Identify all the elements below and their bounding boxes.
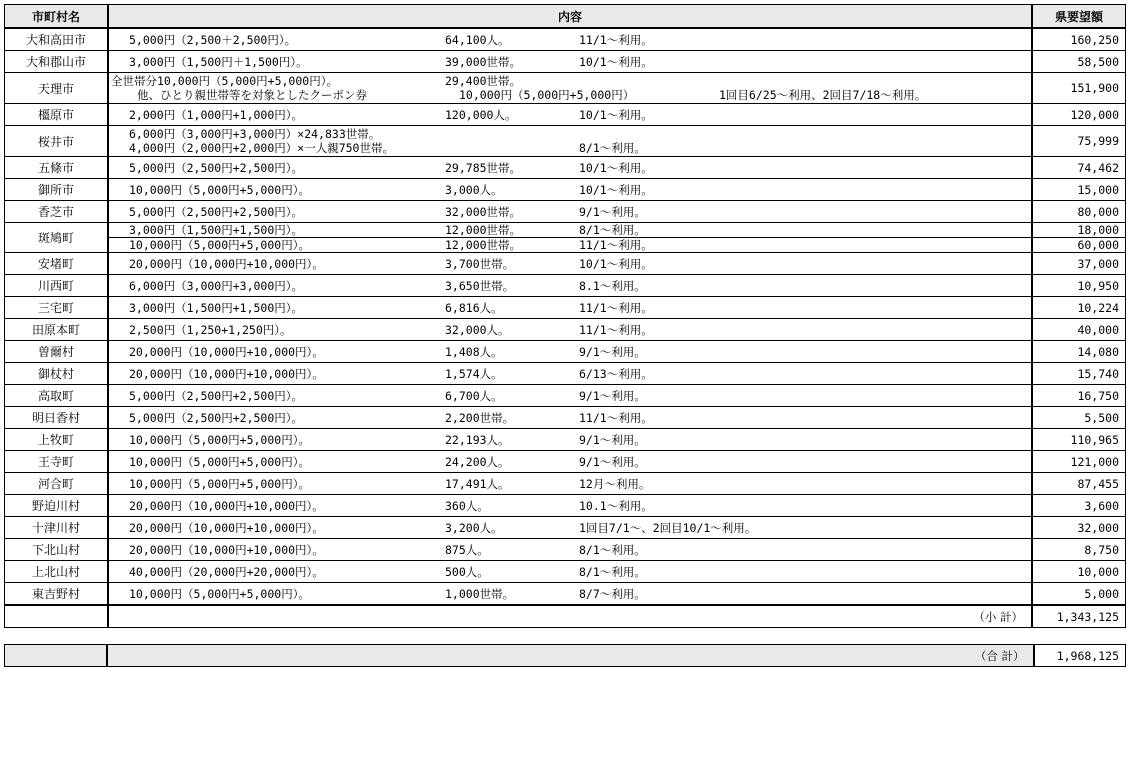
row-content: [108, 429, 1032, 451]
row-amount: 110,965: [1032, 429, 1126, 451]
content-start: 11/1～利用。: [579, 300, 653, 315]
row-name: 野迫川村: [5, 495, 109, 517]
content-price: 3,000円（1,500円+1,500円）。: [129, 300, 304, 315]
table-row: [5, 451, 1126, 473]
content-start: 8/1～利用。: [579, 223, 646, 237]
content-count: 1,000世帯。: [445, 586, 515, 601]
table-row: [5, 385, 1126, 407]
row-content: [108, 473, 1032, 495]
row-content: [108, 341, 1032, 363]
row-content: [108, 104, 1032, 126]
content-price: 2,000円（1,000円+1,000円）。: [129, 107, 304, 122]
row-name: 東吉野村: [5, 583, 109, 606]
content-line: [109, 257, 1031, 271]
content-start: 11/1～利用。: [579, 322, 653, 337]
row-name: 河合町: [5, 473, 109, 495]
content-count: 1,574人。: [445, 366, 503, 381]
content-count: 3,650世帯。: [445, 278, 515, 293]
row-amount: 151,900: [1032, 73, 1126, 104]
content-line: [109, 55, 1031, 69]
content-line: [109, 205, 1031, 219]
row-amount: 75,999: [1032, 126, 1126, 157]
row-content: [108, 539, 1032, 561]
content-start: 1回目7/1～、2回目10/1～利用。: [579, 520, 757, 535]
table-row: [5, 104, 1126, 126]
content-price: 他、ひとり親世帯等を対象としたクーポン券: [137, 88, 367, 102]
table-row: [5, 363, 1126, 385]
content-line: [109, 543, 1031, 557]
content-count: 3,200人。: [445, 520, 503, 535]
table-row: [5, 238, 1126, 253]
table-row: [5, 157, 1126, 179]
content-count: 360人。: [445, 498, 489, 513]
content-count: 12,000世帯。: [445, 238, 522, 252]
row-name: 曽爾村: [5, 341, 109, 363]
content-price: 5,000円（2,500＋2,500円）。: [129, 32, 297, 47]
row-content: [108, 157, 1032, 179]
content-count: 39,000世帯。: [445, 54, 522, 69]
content-count: 875人。: [445, 542, 489, 557]
content-price: 20,000円（10,000円+10,000円）。: [129, 542, 324, 557]
table-row: [5, 297, 1126, 319]
content-price: 10,000円（5,000円+5,000円）。: [129, 432, 310, 447]
content-start: 10/1～利用。: [579, 182, 653, 197]
table-row: [5, 253, 1126, 275]
row-amount: 60,000: [1032, 238, 1126, 253]
content-price: 20,000円（10,000円+10,000円）。: [129, 498, 324, 513]
row-name: 御杖村: [5, 363, 109, 385]
content-price: 20,000円（10,000円+10,000円）。: [129, 344, 324, 359]
content-price: 5,000円（2,500円+2,500円）。: [129, 388, 304, 403]
row-name: 大和郡山市: [5, 51, 109, 73]
content-count: 3,000人。: [445, 182, 503, 197]
table-row: [5, 28, 1126, 51]
row-name: 十津川村: [5, 517, 109, 539]
content-start: 11/1～利用。: [579, 410, 653, 425]
content-price: 10,000円（5,000円+5,000円）。: [129, 586, 310, 601]
content-start: 6/13～利用。: [579, 366, 653, 381]
content-start: 11/1～利用。: [579, 238, 653, 252]
content-count: 22,193人。: [445, 432, 510, 447]
row-name: 五條市: [5, 157, 109, 179]
row-content: [108, 223, 1032, 238]
row-name: 明日香村: [5, 407, 109, 429]
content-count: 12,000世帯。: [445, 223, 522, 237]
content-start: 8/1～利用。: [579, 564, 646, 579]
row-amount: 37,000: [1032, 253, 1126, 275]
row-content: [108, 28, 1032, 51]
spacer: [4, 628, 1126, 644]
row-content: [108, 385, 1032, 407]
content-price: 4,000円（2,000円+2,000円）×一人親750世帯。: [129, 141, 394, 155]
content-start: 10/1～利用。: [579, 107, 653, 122]
row-content: [108, 319, 1032, 341]
row-content: [108, 179, 1032, 201]
row-amount: 80,000: [1032, 201, 1126, 223]
table-row: [5, 319, 1126, 341]
content-line: [109, 127, 1031, 141]
row-content: [108, 51, 1032, 73]
content-price: 10,000円（5,000円+5,000円）。: [129, 238, 310, 252]
row-content: [108, 407, 1032, 429]
table-row: [5, 429, 1126, 451]
row-amount: 10,950: [1032, 275, 1126, 297]
row-amount: 74,462: [1032, 157, 1126, 179]
row-content: [108, 275, 1032, 297]
content-line: [109, 521, 1031, 535]
header-content: 内容: [108, 5, 1032, 29]
content-price: 20,000円（10,000円+10,000円）。: [129, 256, 324, 271]
row-content: [108, 253, 1032, 275]
content-line: [109, 499, 1031, 513]
content-line: [109, 161, 1031, 175]
total-value: 1,968,125: [1034, 645, 1126, 667]
content-line: [109, 238, 1031, 252]
row-name: 大和高田市: [5, 28, 109, 51]
content-start: 8/1～利用。: [579, 141, 646, 155]
row-name: 田原本町: [5, 319, 109, 341]
content-line: [109, 223, 1031, 237]
content-line: [109, 587, 1031, 601]
content-line: [109, 279, 1031, 293]
content-line: [109, 108, 1031, 122]
table-row: [5, 223, 1126, 238]
row-amount: 160,250: [1032, 28, 1126, 51]
row-amount: 40,000: [1032, 319, 1126, 341]
table-row: [5, 561, 1126, 583]
total-name-cell: [5, 645, 107, 667]
content-count: 10,000円（5,000円+5,000円）: [459, 88, 635, 102]
row-amount: 10,224: [1032, 297, 1126, 319]
content-count: 1,408人。: [445, 344, 503, 359]
content-price: 20,000円（10,000円+10,000円）。: [129, 520, 324, 535]
row-amount: 15,000: [1032, 179, 1126, 201]
row-content: [108, 73, 1032, 104]
row-amount: 10,000: [1032, 561, 1126, 583]
row-amount: 16,750: [1032, 385, 1126, 407]
row-content: [108, 297, 1032, 319]
row-amount: 5,500: [1032, 407, 1126, 429]
content-start: 11/1～利用。: [579, 32, 653, 47]
content-count: 32,000人。: [445, 322, 510, 337]
budget-sheet: [4, 4, 1126, 667]
content-line: [109, 33, 1031, 47]
row-name: 上牧町: [5, 429, 109, 451]
table-row: [5, 539, 1126, 561]
content-count: 17,491人。: [445, 476, 510, 491]
content-line: [109, 345, 1031, 359]
row-name: 上北山村: [5, 561, 109, 583]
subtotal-name-cell: [5, 605, 109, 628]
table-row: [5, 73, 1126, 104]
row-name: 下北山村: [5, 539, 109, 561]
table-row: [5, 583, 1126, 606]
content-line: [109, 433, 1031, 447]
content-start: 10/1～利用。: [579, 256, 653, 271]
row-content: [108, 583, 1032, 606]
table-row: [5, 201, 1126, 223]
subtotal-row: [5, 605, 1126, 628]
row-content: [108, 561, 1032, 583]
row-amount: 3,600: [1032, 495, 1126, 517]
content-price: 5,000円（2,500円+2,500円）。: [129, 160, 304, 175]
content-line: [109, 74, 1031, 88]
content-line: [109, 367, 1031, 381]
row-amount: 8,750: [1032, 539, 1126, 561]
row-amount: 87,455: [1032, 473, 1126, 495]
row-name: 桜井市: [5, 126, 109, 157]
content-price: 10,000円（5,000円+5,000円）。: [129, 182, 310, 197]
row-name: 斑鳩町: [5, 223, 109, 253]
table-row: [5, 126, 1126, 157]
content-line: [109, 141, 1031, 155]
header-name: 市町村名: [5, 5, 109, 29]
row-amount: 120,000: [1032, 104, 1126, 126]
row-amount: 18,000: [1032, 223, 1126, 238]
content-start: 9/1～利用。: [579, 432, 646, 447]
content-count: 29,785世帯。: [445, 160, 522, 175]
row-content: [108, 363, 1032, 385]
content-price: 2,500円（1,250+1,250円）。: [129, 322, 292, 337]
row-name: 王寺町: [5, 451, 109, 473]
content-price: 6,000円（3,000円+3,000円）×24,833世帯。: [129, 127, 381, 141]
content-start: 10/1～利用。: [579, 160, 653, 175]
content-start: 9/1～利用。: [579, 388, 646, 403]
content-start: 12月～利用。: [579, 476, 651, 491]
table-body: [5, 28, 1126, 628]
content-line: [109, 301, 1031, 315]
total-label: （合 計）: [107, 645, 1034, 667]
content-count: 2,200世帯。: [445, 410, 515, 425]
content-price: 40,000円（20,000円+20,000円）。: [129, 564, 324, 579]
row-content: [108, 451, 1032, 473]
table-row: [5, 495, 1126, 517]
table-row: [5, 179, 1126, 201]
content-price: 10,000円（5,000円+5,000円）。: [129, 476, 310, 491]
row-content: [108, 517, 1032, 539]
table-row: [5, 51, 1126, 73]
content-price: 3,000円（1,500円+1,500円）。: [129, 223, 304, 237]
content-price: 5,000円（2,500円+2,500円）。: [129, 204, 304, 219]
content-price: 5,000円（2,500円+2,500円）。: [129, 410, 304, 425]
row-name: 高取町: [5, 385, 109, 407]
total-table: [4, 644, 1126, 667]
row-name: 安堵町: [5, 253, 109, 275]
content-start: 9/1～利用。: [579, 344, 646, 359]
content-start: 10/1～利用。: [579, 54, 653, 69]
content-count: 24,200人。: [445, 454, 510, 469]
content-count: 500人。: [445, 564, 489, 579]
content-start: 1回目6/25～利用、2回目7/18～利用。: [719, 88, 927, 102]
header-row: [5, 5, 1126, 29]
row-amount: 121,000: [1032, 451, 1126, 473]
row-name: 三宅町: [5, 297, 109, 319]
content-start: 9/1～利用。: [579, 204, 646, 219]
content-line: [109, 455, 1031, 469]
row-name: 香芝市: [5, 201, 109, 223]
content-price: 20,000円（10,000円+10,000円）。: [129, 366, 324, 381]
content-price: 6,000円（3,000円+3,000円）。: [129, 278, 304, 293]
row-amount: 15,740: [1032, 363, 1126, 385]
budget-table: [4, 4, 1126, 628]
row-content: [108, 126, 1032, 157]
subtotal-value: 1,343,125: [1032, 605, 1126, 628]
content-line: [109, 565, 1031, 579]
content-line: [109, 323, 1031, 337]
row-amount: 5,000: [1032, 583, 1126, 606]
row-amount: 32,000: [1032, 517, 1126, 539]
table-row: [5, 473, 1126, 495]
table-row: [5, 407, 1126, 429]
content-start: 8.1～利用。: [579, 278, 646, 293]
row-amount: 14,080: [1032, 341, 1126, 363]
content-count: 6,816人。: [445, 300, 503, 315]
header-amount: 県要望額: [1032, 5, 1126, 29]
content-count: 120,000人。: [445, 107, 517, 122]
content-count: 32,000世帯。: [445, 204, 522, 219]
content-start: 9/1～利用。: [579, 454, 646, 469]
content-start: 8/1～利用。: [579, 542, 646, 557]
content-line: [109, 389, 1031, 403]
content-price: 3,000円（1,500円＋1,500円）。: [129, 54, 308, 69]
table-row: [5, 275, 1126, 297]
row-content: [108, 495, 1032, 517]
subtotal-label: （小 計）: [108, 605, 1032, 628]
content-line: [109, 477, 1031, 491]
content-line: [109, 88, 1031, 102]
row-amount: 58,500: [1032, 51, 1126, 73]
row-name: 天理市: [5, 73, 109, 104]
content-price: 全世帯分10,000円（5,000円+5,000円）。: [111, 74, 338, 88]
table-row: [5, 517, 1126, 539]
content-start: 8/7～利用。: [579, 586, 646, 601]
content-line: [109, 411, 1031, 425]
content-count: 29,400世帯。: [445, 74, 522, 88]
row-content: [108, 201, 1032, 223]
row-name: 橿原市: [5, 104, 109, 126]
table-row: [5, 341, 1126, 363]
total-row: [5, 645, 1126, 667]
content-count: 6,700人。: [445, 388, 503, 403]
content-line: [109, 183, 1031, 197]
row-name: 御所市: [5, 179, 109, 201]
row-name: 川西町: [5, 275, 109, 297]
content-count: 64,100人。: [445, 32, 510, 47]
content-count: 3,700世帯。: [445, 256, 515, 271]
content-price: 10,000円（5,000円+5,000円）。: [129, 454, 310, 469]
content-start: 10.1～利用。: [579, 498, 653, 513]
row-content: [108, 238, 1032, 253]
